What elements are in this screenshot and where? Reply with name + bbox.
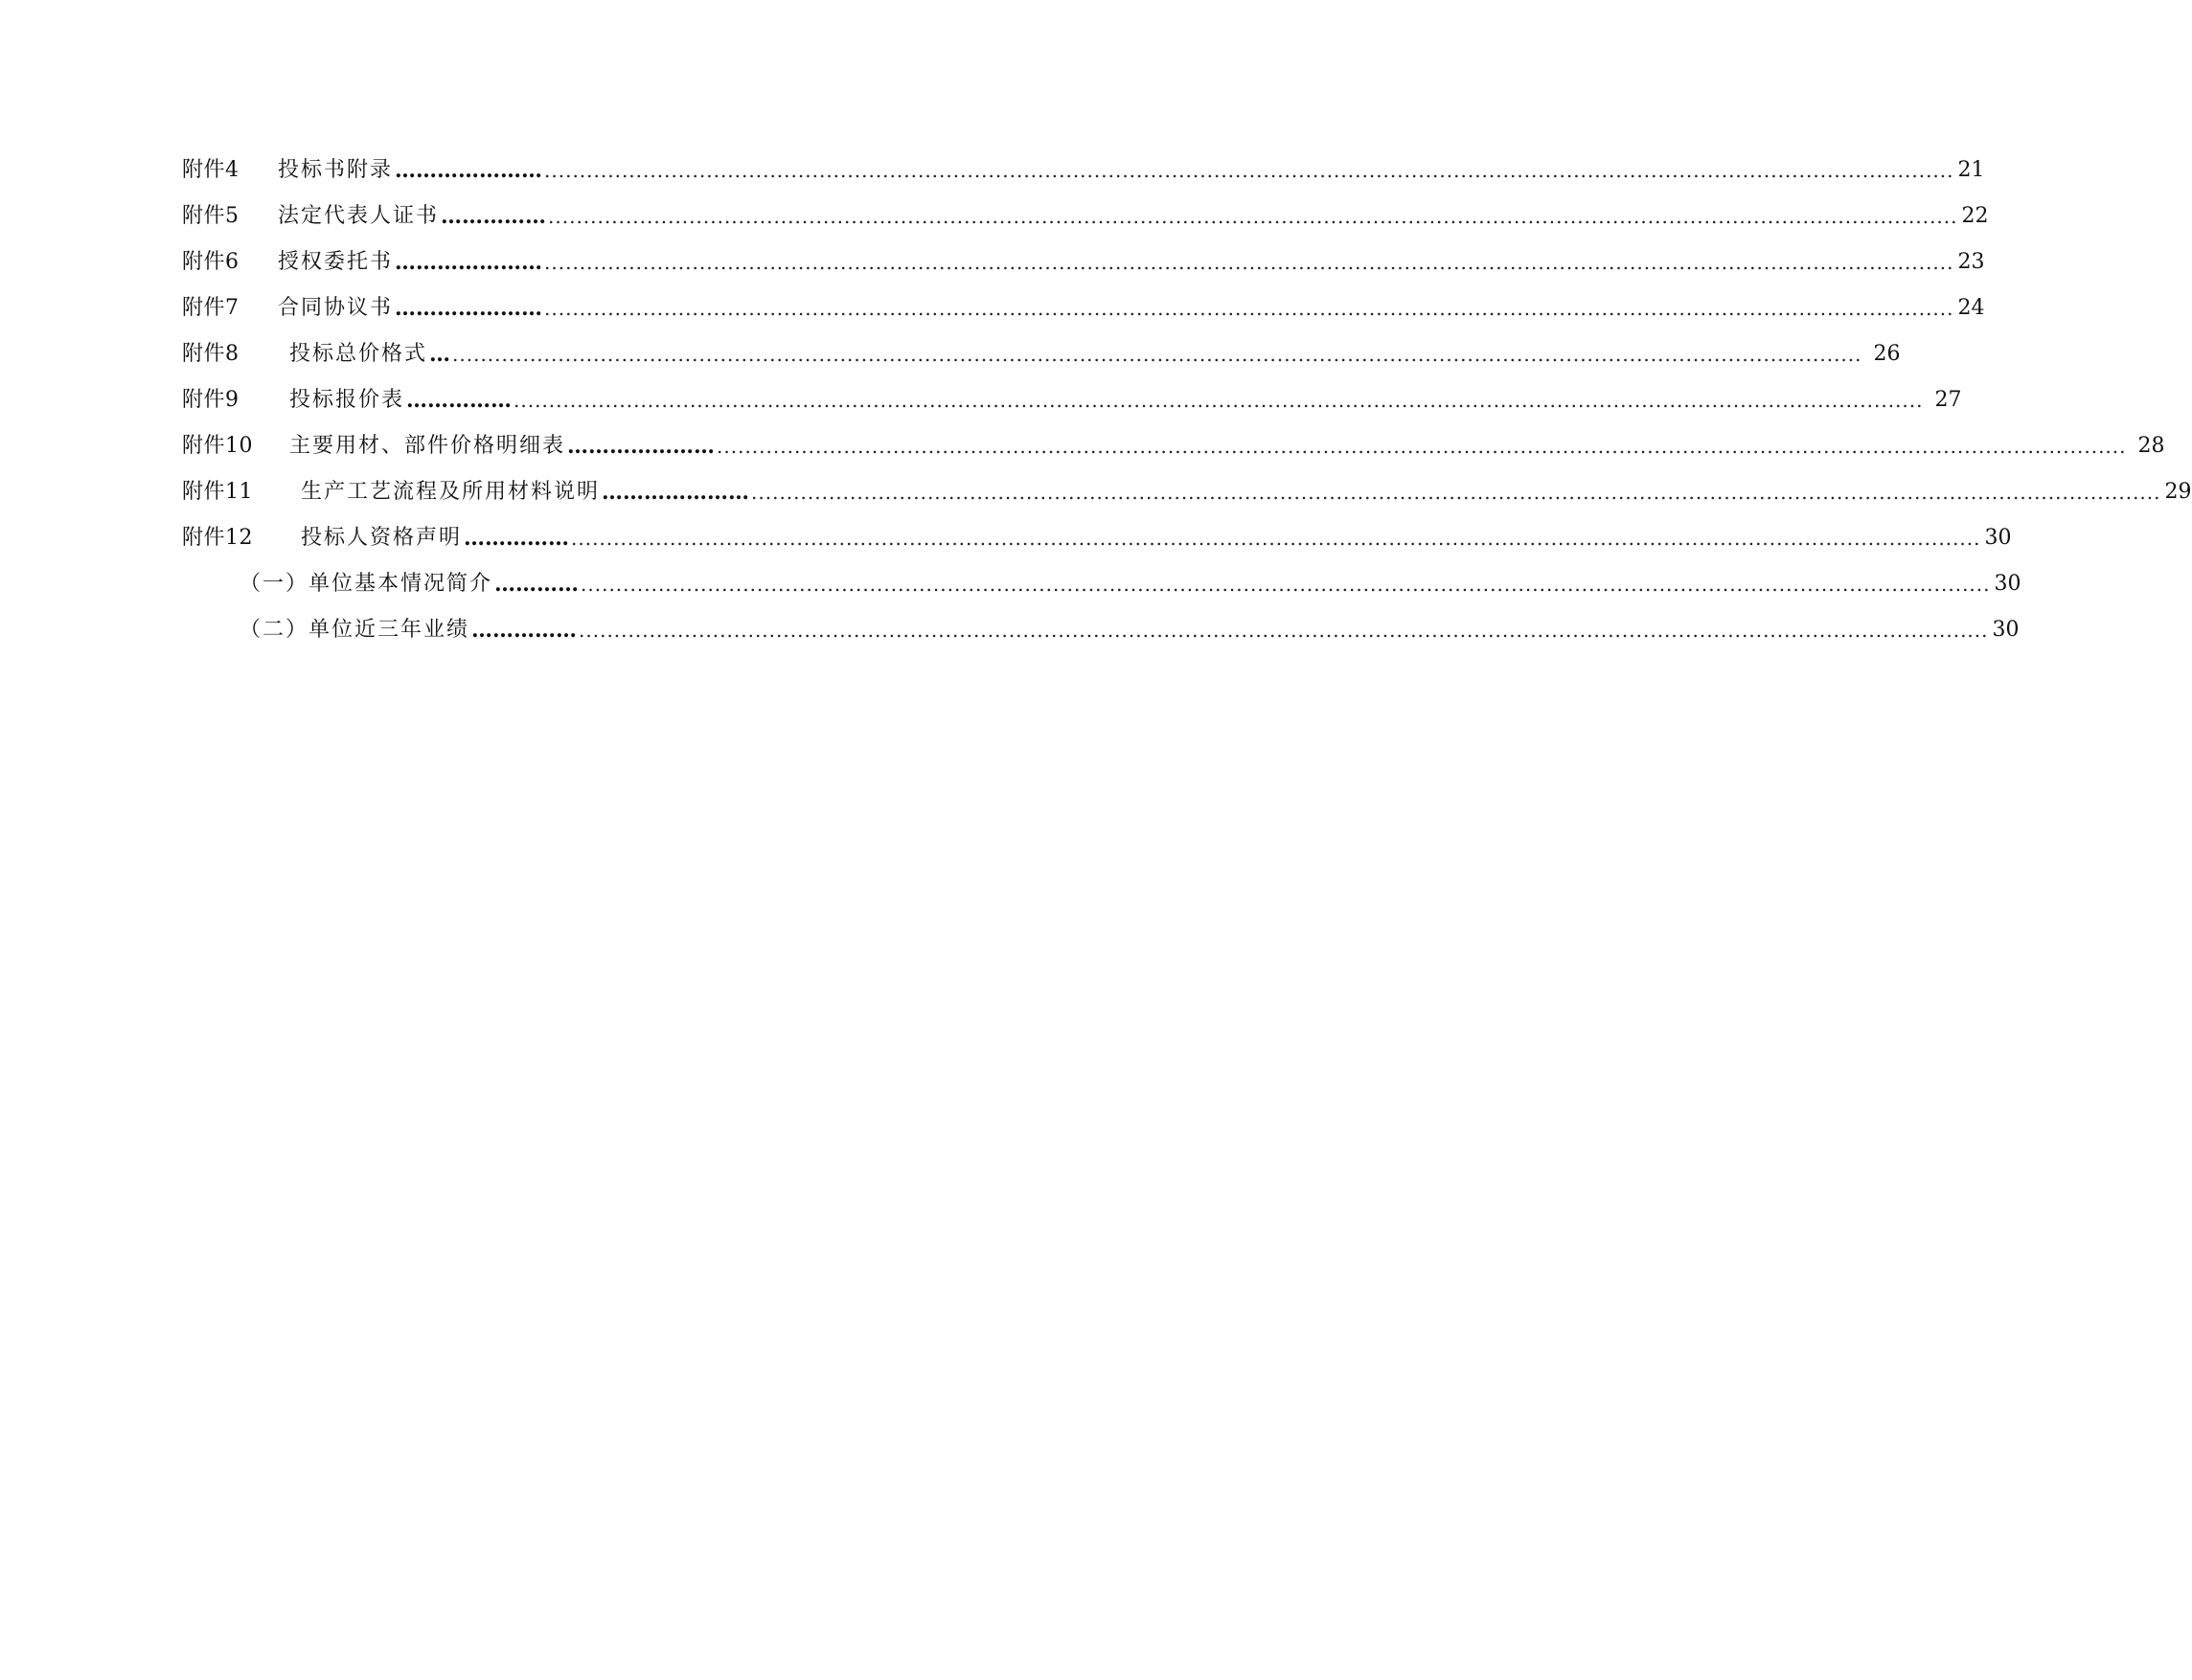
toc-leader-heavy: ………………… [395,250,543,275]
toc-entry-title: 法定代表人证书 [278,204,440,228]
toc-entry-title: 投标书附录 [278,158,394,182]
toc-leader: ........................................................................................................................................................................................................ [544,297,1954,320]
toc-entry [182,238,1985,276]
toc-entry [182,421,2165,460]
toc-leader-heavy: …………… [471,618,578,643]
toc-entry-page: 30 [1992,618,2020,642]
toc-entry-title: 投标报价表 [289,388,405,412]
toc-entry [182,467,2192,506]
toc-entry [182,329,1901,368]
toc-entry-page: 24 [1957,296,1985,320]
toc-leader: ........................................................................................................................................................................................................ [579,619,1989,642]
toc-leader: ........................................................................................................................................................................................................ [548,205,1958,228]
toc-entry-title: 合同协议书 [278,296,394,320]
toc-entry-title: （二）单位近三年业绩 [240,618,470,642]
toc-entry-number: 附件5 [182,204,240,228]
toc-leader: ........................................................................................................................................................................................................ [571,527,1981,550]
toc-entry [182,284,1985,322]
toc-entry-title: 投标人资格声明 [301,526,463,550]
toc-entry-page: 26 [1873,342,1901,366]
toc-entry-page: 29 [2164,480,2192,504]
toc-entry-title: 生产工艺流程及所用材料说明 [301,480,601,504]
toc-entry-title: （一）单位基本情况简介 [240,572,493,596]
toc-entry-page: 30 [1984,526,2012,550]
toc-entry-number: 附件6 [182,250,240,274]
toc-leader: ........................................................................................................................................................................................................ [751,481,2161,504]
toc-leader-heavy: ………………… [395,296,543,321]
toc-entry-title: 授权委托书 [278,250,394,274]
toc-subentry [182,605,2020,644]
toc-entry [182,192,1989,230]
toc-leader: ........................................................................................................................................................................................................ [717,435,2127,458]
toc-leader-heavy: …………… [464,526,570,551]
toc-entry-number: 附件8 [182,342,240,366]
toc-entry-number: 附件9 [182,388,240,412]
toc-entry-page: 21 [1957,158,1985,182]
toc-entry-page: 22 [1961,204,1989,228]
toc-leader: ........................................................................................................................................................................................................ [544,251,1954,274]
toc-leader-heavy: ………………… [567,434,716,459]
toc-leader-heavy: ………………… [395,158,543,183]
toc-entry-page: 27 [1934,388,1962,412]
toc-leader-heavy: ………… [494,572,580,597]
toc-entry-title: 主要用材、部件价格明细表 [289,434,566,458]
toc-entry-number: 附件10 [182,434,253,458]
toc-leader-heavy: … [429,342,451,367]
toc-entry-page: 28 [2137,434,2165,458]
toc-entry-page: 30 [1994,572,2021,596]
toc-subentry [182,559,2021,598]
toc-entry-number: 附件12 [182,526,253,550]
toc-entry-title: 投标总价格式 [289,342,428,366]
toc-entry [182,375,1962,414]
toc-leader-heavy: ………………… [602,480,750,505]
toc-leader: ........................................................................................................................................................................................................ [581,573,1991,596]
toc-leader-heavy: …………… [441,204,547,229]
toc-entry-page: 23 [1957,250,1985,274]
toc-entry-number: 附件11 [182,480,253,504]
toc-entry-number: 附件4 [182,158,240,182]
toc-entry [182,146,1985,184]
toc-entry-number: 附件7 [182,296,240,320]
toc-leader: ........................................................................................................................................................................................................ [452,343,1862,366]
toc-leader: ........................................................................................................................................................................................................ [544,159,1954,182]
toc-entry [182,513,2012,552]
toc-leader: ........................................................................................................................................................................................................ [514,389,1924,412]
toc-leader-heavy: …………… [406,388,513,413]
